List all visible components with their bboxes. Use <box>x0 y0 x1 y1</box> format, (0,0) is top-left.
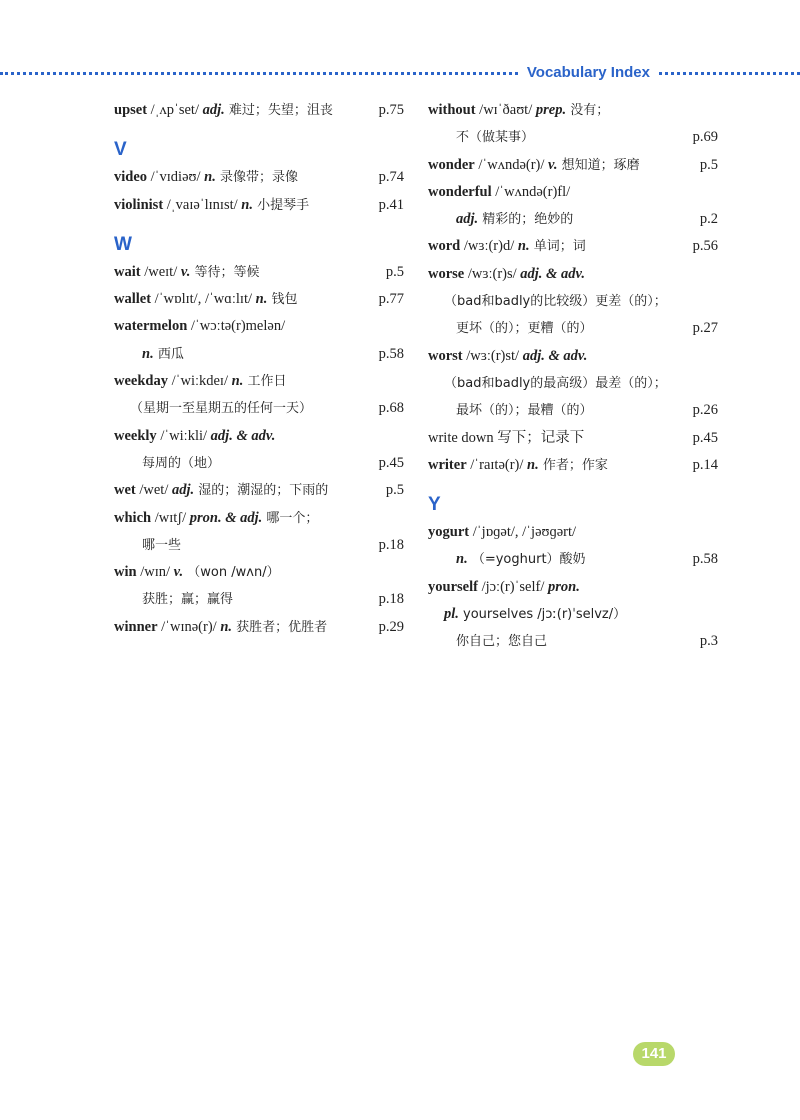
entry-text <box>114 423 275 450</box>
page-reference: p.45 <box>692 429 718 446</box>
entry-text <box>428 519 576 546</box>
headword: win <box>114 564 137 581</box>
entry-text <box>114 286 297 313</box>
index-entry <box>114 192 404 219</box>
entry-text <box>428 152 640 179</box>
entry-text <box>114 614 327 641</box>
headword: wonderful <box>428 183 492 200</box>
pronunciation: /ˈwɔːtə(r)melən/ <box>187 318 286 335</box>
pronunciation: /ˈvɪdiəʊ/ <box>147 169 205 186</box>
entry-text <box>114 395 312 422</box>
index-entry <box>428 233 718 260</box>
headword: wonder <box>428 156 475 173</box>
pronunciation: /wɜː(r)s/ <box>464 265 521 282</box>
entry-text <box>114 164 298 191</box>
part-of-speech: n. <box>527 456 539 473</box>
entry-text <box>114 477 328 504</box>
part-of-speech: n. <box>241 196 253 213</box>
part-of-speech: adj. & adv. <box>210 427 276 444</box>
index-entry <box>114 559 404 586</box>
part-of-speech: n. <box>456 551 468 568</box>
page-reference: p.14 <box>692 456 718 473</box>
entry-text <box>114 559 280 586</box>
page-reference: p.45 <box>378 454 404 471</box>
entry-text <box>428 233 586 260</box>
headword: word <box>428 238 461 255</box>
definition: 你自己；您自己 <box>456 634 548 650</box>
part-of-speech: prep. <box>535 102 567 118</box>
definition: 不（做某事） <box>456 130 535 146</box>
page-number-badge: 141 <box>633 1042 675 1066</box>
page-reference: p.3 <box>699 633 718 650</box>
part-of-speech: n. <box>517 238 530 255</box>
page-reference: p.2 <box>699 211 718 228</box>
definition: （bad和badly的比较级）更差（的）； <box>444 294 667 310</box>
entry-text <box>428 261 585 288</box>
headword: worst <box>428 347 463 364</box>
index-entry-continuation <box>114 532 404 559</box>
definition: （won /wʌn/） <box>183 565 280 581</box>
definition: 钱包 <box>267 292 298 308</box>
part-of-speech: adj. <box>172 482 195 499</box>
definition: 没有； <box>566 103 610 118</box>
entry-text <box>428 315 593 342</box>
pronunciation: /ˌvaɪəˈlɪnɪst/ <box>163 196 242 213</box>
page-reference: p.58 <box>378 345 404 362</box>
headword: without <box>428 102 476 118</box>
header-dotted-rule <box>0 72 800 75</box>
page-reference: p.74 <box>378 169 404 186</box>
definition: 想知道；琢磨 <box>557 157 640 173</box>
headword: worse <box>428 265 465 282</box>
headword: writer <box>428 456 467 473</box>
page-reference: p.5 <box>699 156 718 173</box>
index-entry-continuation <box>114 395 404 422</box>
pronunciation: /ˌʌpˈset/ <box>147 102 203 118</box>
index-entry <box>428 97 718 124</box>
pronunciation: /wet/ <box>135 482 172 499</box>
pronunciation: /ˈwiːkdeɪ/ <box>167 373 232 390</box>
pronunciation: /ˈraɪtə(r)/ <box>466 456 528 473</box>
entry-text <box>114 586 233 613</box>
index-entry-continuation <box>114 450 404 477</box>
entry-text <box>428 601 626 628</box>
definition: 获胜者；优胜者 <box>232 619 328 635</box>
headword: weekly <box>114 427 157 444</box>
section-title: Vocabulary Index <box>519 63 656 83</box>
definition: 精彩的；绝妙的 <box>478 212 574 228</box>
definition: 湿的；潮湿的；下雨的 <box>194 483 329 499</box>
definition: （bad和badly的最高级）最差（的）； <box>444 375 667 391</box>
entry-text <box>114 532 181 559</box>
index-entry-continuation <box>428 370 718 397</box>
index-entry <box>114 423 404 450</box>
entry-text <box>114 192 309 219</box>
definition: 每周的（地） <box>142 455 221 471</box>
headword: wet <box>114 482 136 499</box>
pronunciation: /ˈwɪnə(r)/ <box>157 618 221 635</box>
entry-text <box>428 179 570 206</box>
letter-heading: W <box>114 233 132 255</box>
pronunciation: /ˈwʌndə(r)/ <box>474 156 549 173</box>
headword: weekday <box>114 373 168 390</box>
page-reference: p.41 <box>378 196 404 213</box>
letter-heading: V <box>114 139 127 161</box>
entry-text <box>114 259 260 286</box>
entry-text <box>428 452 608 479</box>
definition: 哪一些 <box>142 537 182 553</box>
headword: upset <box>114 102 148 118</box>
pronunciation: /weɪt/ <box>140 263 181 280</box>
definition: 西瓜 <box>153 346 184 362</box>
entry-text <box>428 124 534 151</box>
definition: 作者；作家 <box>538 457 608 473</box>
entry-text <box>428 288 667 315</box>
pronunciation: /wɪtʃ/ <box>151 509 190 526</box>
page-reference: p.68 <box>378 400 404 417</box>
part-of-speech: n. <box>204 169 216 186</box>
page-reference: p.56 <box>692 238 718 255</box>
headword: winner <box>114 618 158 635</box>
index-entry <box>428 261 718 288</box>
index-entry-continuation <box>428 601 718 628</box>
definition: 最坏（的）；最糟（的） <box>456 403 593 419</box>
definition: yourselves /jɔː(r)ˈselvz/） <box>458 607 627 623</box>
page-reference: p.77 <box>378 291 404 308</box>
page-reference: p.5 <box>385 482 404 499</box>
entry-text <box>428 206 573 233</box>
index-entry <box>114 286 404 313</box>
definition: 更坏（的）；更糟（的） <box>456 321 593 337</box>
definition: 小提琴手 <box>252 197 310 213</box>
definition: （星期一至星期五的任何一天） <box>130 401 313 417</box>
pronunciation: /ˈwiːkli/ <box>156 427 211 444</box>
entry-text <box>114 450 220 477</box>
index-entry <box>114 505 404 532</box>
index-entry <box>428 343 718 370</box>
entry-text <box>114 505 318 532</box>
index-entry <box>114 313 404 340</box>
index-entry <box>114 259 404 286</box>
index-entry <box>428 574 718 601</box>
index-entry-continuation <box>428 397 718 424</box>
part-of-speech: pron. <box>548 578 580 595</box>
entry-text <box>428 397 593 424</box>
headword: which <box>114 509 152 526</box>
index-entry-continuation <box>428 546 718 573</box>
headword: yourself <box>428 578 478 595</box>
pronunciation: /ˈwʌndə(r)fl/ <box>491 183 571 200</box>
entry-text <box>114 368 286 395</box>
definition: 获胜；赢；赢得 <box>142 592 234 608</box>
index-entry <box>428 425 718 452</box>
index-entry-continuation <box>428 288 718 315</box>
part-of-speech: adj. & adv. <box>520 265 585 282</box>
entry-text <box>114 341 184 368</box>
entry-text <box>428 425 584 452</box>
index-entry <box>428 152 718 179</box>
definition: 录像带；录像 <box>215 170 298 186</box>
definition: 工作日 <box>243 374 287 390</box>
page-reference: p.69 <box>692 129 718 146</box>
part-of-speech: adj. <box>202 102 225 118</box>
index-entry <box>114 368 404 395</box>
page-reference: p.18 <box>378 591 404 608</box>
index-entry <box>114 614 404 641</box>
index-entry <box>114 97 404 124</box>
index-column-right <box>428 97 718 656</box>
index-entry <box>114 164 404 191</box>
pronunciation: /wɜː(r)st/ <box>462 347 523 364</box>
index-entry <box>114 477 404 504</box>
definition: 哪一个； <box>262 510 319 526</box>
headword: watermelon <box>114 318 188 335</box>
page-reference: p.27 <box>692 320 718 337</box>
pronunciation: /ˈwɒlɪt/, /ˈwɑːlɪt/ <box>151 291 256 308</box>
entry-text <box>428 574 580 601</box>
pronunciation: write down 写下；记录下 <box>428 429 585 446</box>
letter-heading: Y <box>428 494 441 516</box>
part-of-speech: v. <box>180 263 191 280</box>
page-reference: p.29 <box>378 618 404 635</box>
page-reference: p.75 <box>378 102 404 118</box>
page-reference: p.26 <box>692 402 718 419</box>
page-reference: p.5 <box>385 263 404 280</box>
headword: violinist <box>114 196 164 213</box>
index-entry-continuation <box>428 206 718 233</box>
entry-text <box>428 546 586 573</box>
index-entry <box>428 452 718 479</box>
definition: 等待；等候 <box>190 264 260 280</box>
index-entry-continuation <box>428 315 718 342</box>
headword: video <box>114 169 148 186</box>
index-entry-continuation <box>428 124 718 151</box>
index-entry <box>428 179 718 206</box>
headword: yogurt <box>428 524 470 541</box>
part-of-speech: v. <box>548 156 558 173</box>
entry-text <box>428 370 667 397</box>
part-of-speech: adj. & adv. <box>522 347 588 364</box>
index-entry-continuation <box>114 341 404 368</box>
pronunciation: /ˈjɒɡət/, /ˈjəʊɡərt/ <box>469 524 577 541</box>
part-of-speech: n. <box>220 618 233 635</box>
entry-text <box>428 97 609 124</box>
part-of-speech: adj. <box>456 211 479 228</box>
part-of-speech: n. <box>255 291 268 308</box>
entry-text <box>114 97 333 124</box>
index-column-left <box>114 97 404 641</box>
page-reference: p.18 <box>378 536 404 553</box>
part-of-speech: v. <box>173 564 184 581</box>
headword: wait <box>114 263 141 280</box>
headword: wallet <box>114 291 152 308</box>
definition: 单词；词 <box>529 239 586 255</box>
entry-text <box>428 343 587 370</box>
index-entry-continuation <box>428 628 718 655</box>
pronunciation: /wɪˈðaʊt/ <box>475 102 536 118</box>
definition: 难过；失望；沮丧 <box>224 103 333 118</box>
index-entry <box>428 519 718 546</box>
index-entry-continuation <box>114 586 404 613</box>
definition: （=yoghurt）酸奶 <box>467 552 586 568</box>
pronunciation: /jɔː(r)ˈself/ <box>477 578 548 595</box>
part-of-speech: pron. & adj. <box>189 509 263 526</box>
part-of-speech: n. <box>231 373 244 390</box>
page-reference: p.58 <box>692 551 718 568</box>
entry-text <box>428 628 547 655</box>
pronunciation: /wɪn/ <box>136 564 174 581</box>
part-of-speech: pl. <box>444 606 459 623</box>
entry-text <box>114 313 285 340</box>
pronunciation: /wɜː(r)d/ <box>460 238 518 255</box>
part-of-speech: n. <box>142 345 154 362</box>
